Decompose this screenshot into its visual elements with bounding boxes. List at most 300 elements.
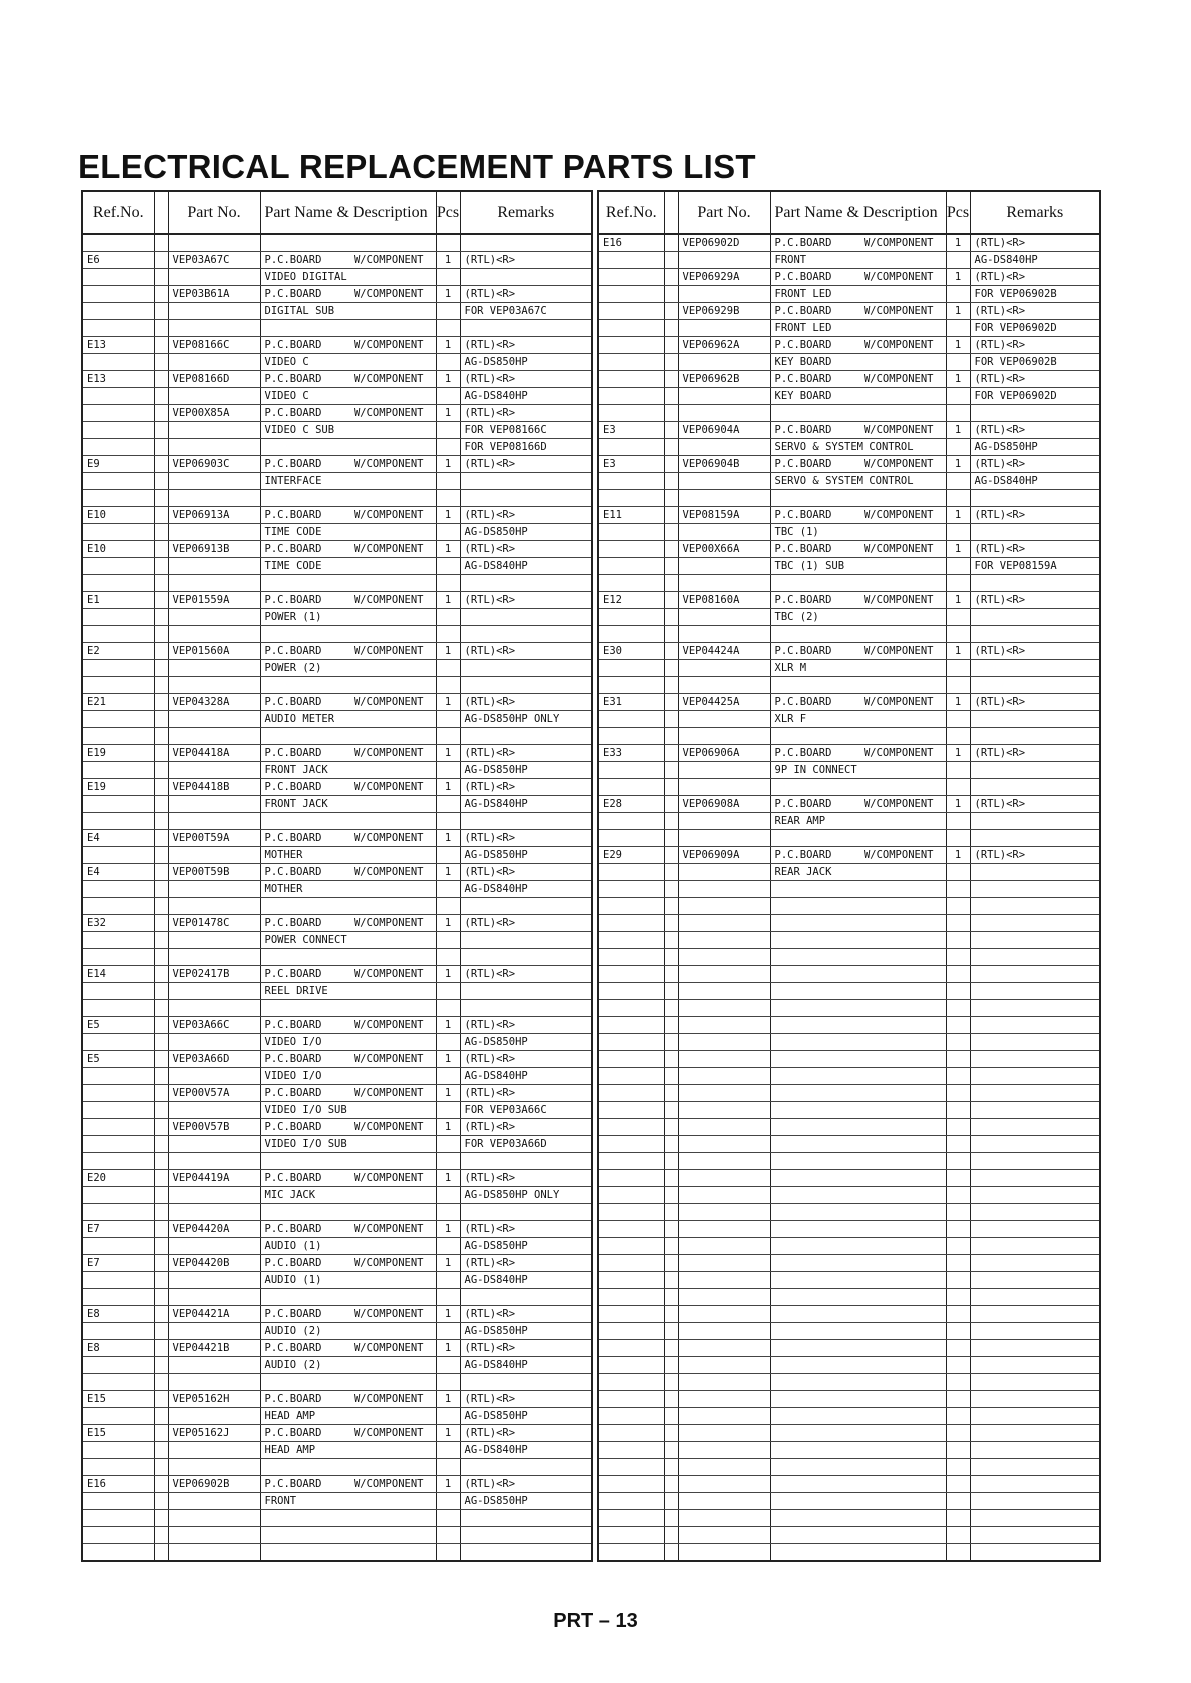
part-name-cell	[260, 711, 436, 728]
part-no-cell	[678, 1374, 770, 1391]
pcs-cell	[946, 779, 970, 796]
part-component-text	[424, 762, 432, 778]
part-no-cell	[678, 1221, 770, 1238]
remarks-cell	[460, 1204, 592, 1221]
table-row	[82, 1493, 592, 1510]
part-name-cell	[260, 966, 436, 983]
spacer-cell	[664, 915, 678, 932]
spacer-cell	[154, 405, 168, 422]
part-no-cell	[168, 898, 260, 915]
table-row	[82, 1527, 592, 1544]
part-name-cell	[770, 847, 946, 864]
part-name-cell	[770, 711, 946, 728]
part-name-cell	[260, 745, 436, 762]
pcs-cell: 1	[946, 234, 970, 252]
spacer-cell	[664, 1493, 678, 1510]
part-name-cell	[260, 813, 436, 830]
ref-no-cell	[598, 286, 664, 303]
part-name-text: P.C.BOARD	[264, 1478, 322, 1490]
pcs-cell	[946, 1017, 970, 1034]
remarks-cell	[970, 1204, 1100, 1221]
part-name-cell	[260, 1459, 436, 1476]
remarks-cell	[970, 1136, 1100, 1153]
part-component-text	[424, 1068, 432, 1084]
table-row	[82, 932, 592, 949]
part-component-text: W/COMPONENT	[353, 1393, 424, 1405]
part-no-cell	[168, 1272, 260, 1289]
spacer-cell	[664, 745, 678, 762]
ref-no-cell: E1	[82, 592, 154, 609]
pcs-cell	[946, 473, 970, 490]
table-row	[82, 575, 592, 592]
part-name-text: HEAD AMP	[264, 1410, 316, 1422]
remarks-cell	[460, 1544, 592, 1562]
spacer-cell	[664, 1255, 678, 1272]
part-component-text	[934, 354, 942, 370]
part-name-text: P.C.BOARD	[264, 645, 322, 657]
remarks-cell: AG-DS840HP	[460, 558, 592, 575]
pcs-cell	[946, 1459, 970, 1476]
part-name-cell	[770, 541, 946, 558]
table-row	[82, 1238, 592, 1255]
part-name-text: P.C.BOARD	[264, 696, 322, 708]
remarks-cell: (RTL)<R>	[460, 541, 592, 558]
table-row	[598, 1544, 1100, 1562]
spacer-cell	[154, 490, 168, 507]
remarks-cell: (RTL)<R>	[970, 422, 1100, 439]
ref-no-cell: E19	[82, 779, 154, 796]
ref-no-cell: E15	[82, 1425, 154, 1442]
part-name-cell	[770, 575, 946, 592]
pcs-cell	[436, 320, 460, 337]
remarks-cell	[970, 949, 1100, 966]
remarks-cell: AG-DS850HP	[460, 847, 592, 864]
ref-no-cell	[598, 541, 664, 558]
part-no-cell	[678, 1068, 770, 1085]
ref-no-cell	[82, 796, 154, 813]
part-component-text	[424, 1272, 432, 1288]
pcs-cell	[436, 609, 460, 626]
part-name-cell	[260, 949, 436, 966]
ref-no-cell	[82, 473, 154, 490]
spacer-cell	[154, 1272, 168, 1289]
spacer-cell	[664, 694, 678, 711]
ref-no-cell	[598, 609, 664, 626]
ref-no-cell: E13	[82, 371, 154, 388]
part-name-cell	[770, 1544, 946, 1562]
table-row	[598, 1442, 1100, 1459]
remarks-cell	[970, 898, 1100, 915]
ref-no-cell	[598, 1289, 664, 1306]
spacer-cell	[154, 1034, 168, 1051]
pcs-cell: 1	[946, 303, 970, 320]
part-component-text	[424, 660, 432, 676]
table-row	[82, 1408, 592, 1425]
part-name-cell	[770, 1459, 946, 1476]
part-name-cell	[260, 1357, 436, 1374]
ref-no-cell	[82, 1085, 154, 1102]
part-no-cell: VEP06903C	[168, 456, 260, 473]
pcs-cell	[946, 320, 970, 337]
ref-no-cell	[82, 388, 154, 405]
ref-no-cell	[598, 1238, 664, 1255]
pcs-cell	[436, 1323, 460, 1340]
part-component-text: W/COMPONENT	[353, 917, 424, 929]
part-name-text: P.C.BOARD	[774, 339, 832, 351]
spacer-cell	[154, 660, 168, 677]
spacer-cell	[154, 1340, 168, 1357]
pcs-cell	[436, 490, 460, 507]
ref-no-cell	[598, 1255, 664, 1272]
pcs-cell	[436, 558, 460, 575]
table-row	[598, 1119, 1100, 1136]
part-component-text: W/COMPONENT	[353, 866, 424, 878]
remarks-cell	[970, 1000, 1100, 1017]
ref-no-cell	[598, 1391, 664, 1408]
part-no-cell	[678, 1544, 770, 1562]
spacer-cell	[154, 1085, 168, 1102]
spacer-cell	[664, 592, 678, 609]
part-name-text: P.C.BOARD	[264, 1393, 322, 1405]
part-component-text	[934, 762, 942, 778]
part-name-cell	[260, 1442, 436, 1459]
table-row	[82, 524, 592, 541]
part-component-text: W/COMPONENT	[353, 1257, 424, 1269]
part-name-text: SERVO & SYSTEM CONTROL	[774, 441, 914, 453]
part-component-text: W/COMPONENT	[353, 594, 424, 606]
remarks-cell	[970, 1102, 1100, 1119]
remarks-cell: FOR VEP03A67C	[460, 303, 592, 320]
pcs-cell: 1	[436, 694, 460, 711]
ref-no-cell	[82, 626, 154, 643]
pcs-cell	[436, 422, 460, 439]
part-component-text	[934, 320, 942, 336]
remarks-cell: (RTL)<R>	[970, 847, 1100, 864]
ref-no-cell	[598, 252, 664, 269]
ref-no-cell	[598, 1510, 664, 1527]
remarks-cell	[970, 864, 1100, 881]
part-component-text: W/COMPONENT	[863, 509, 934, 521]
part-no-cell	[168, 949, 260, 966]
spacer-cell	[664, 983, 678, 1000]
part-name-cell	[770, 1119, 946, 1136]
table-row	[82, 1306, 592, 1323]
pcs-cell	[436, 575, 460, 592]
ref-no-cell: E19	[82, 745, 154, 762]
spacer-cell	[664, 269, 678, 286]
part-name-cell	[770, 1493, 946, 1510]
ref-no-cell	[82, 558, 154, 575]
pcs-cell: 1	[946, 847, 970, 864]
ref-no-cell	[598, 1544, 664, 1562]
spacer-cell	[154, 609, 168, 626]
pcs-cell	[946, 490, 970, 507]
pcs-cell: 1	[946, 592, 970, 609]
part-name-text: P.C.BOARD	[264, 1087, 322, 1099]
ref-no-cell	[598, 473, 664, 490]
part-name-cell	[770, 234, 946, 252]
part-no-cell: VEP08160A	[678, 592, 770, 609]
part-no-cell	[678, 320, 770, 337]
table-row	[82, 1017, 592, 1034]
part-no-cell: VEP06929A	[678, 269, 770, 286]
table-row	[598, 966, 1100, 983]
spacer-cell	[154, 830, 168, 847]
remarks-cell	[970, 575, 1100, 592]
part-no-cell: VEP04421B	[168, 1340, 260, 1357]
table-row	[82, 1255, 592, 1272]
table-row	[82, 1102, 592, 1119]
table-row	[82, 252, 592, 269]
table-row	[598, 1357, 1100, 1374]
spacer-cell	[664, 1017, 678, 1034]
part-component-text	[424, 881, 432, 897]
part-no-cell	[678, 813, 770, 830]
part-no-cell	[168, 1136, 260, 1153]
table-row	[598, 1153, 1100, 1170]
spacer-cell	[154, 1493, 168, 1510]
remarks-cell	[970, 1527, 1100, 1544]
ref-no-cell	[82, 1323, 154, 1340]
part-no-cell	[168, 269, 260, 286]
pcs-cell	[436, 881, 460, 898]
spacer-cell	[664, 609, 678, 626]
spacer-cell	[664, 1187, 678, 1204]
part-name-text: P.C.BOARD	[774, 237, 832, 249]
pcs-cell: 1	[436, 745, 460, 762]
spacer-cell	[664, 1357, 678, 1374]
ref-no-cell: E3	[598, 422, 664, 439]
part-name-cell	[770, 915, 946, 932]
table-row	[82, 1204, 592, 1221]
part-component-text: W/COMPONENT	[353, 288, 424, 300]
part-name-text: XLR M	[774, 662, 807, 674]
table-row	[598, 1102, 1100, 1119]
part-name-text: MOTHER	[264, 849, 303, 861]
part-no-cell: VEP06904A	[678, 422, 770, 439]
ref-no-cell	[82, 1000, 154, 1017]
spacer-cell	[664, 490, 678, 507]
spacer-cell	[664, 1238, 678, 1255]
part-component-text	[934, 813, 942, 829]
pcs-cell	[946, 1187, 970, 1204]
part-no-cell: VEP00V57B	[168, 1119, 260, 1136]
ref-no-cell	[82, 1493, 154, 1510]
pcs-cell	[436, 1374, 460, 1391]
part-name-cell	[260, 1272, 436, 1289]
part-no-cell	[678, 711, 770, 728]
pcs-cell	[436, 1000, 460, 1017]
part-name-text: SERVO & SYSTEM CONTROL	[774, 475, 914, 487]
part-no-cell: VEP01560A	[168, 643, 260, 660]
part-component-text	[424, 609, 432, 625]
pcs-cell	[946, 558, 970, 575]
part-name-text: P.C.BOARD	[264, 1172, 322, 1184]
part-name-cell	[770, 354, 946, 371]
spacer-cell	[664, 371, 678, 388]
table-row	[598, 269, 1100, 286]
table-row	[82, 745, 592, 762]
ref-no-cell	[82, 1357, 154, 1374]
remarks-cell: (RTL)<R>	[970, 592, 1100, 609]
spacer-cell	[154, 286, 168, 303]
pcs-cell	[946, 1000, 970, 1017]
table-row	[598, 1493, 1100, 1510]
ref-no-cell	[598, 1272, 664, 1289]
part-no-cell	[168, 1034, 260, 1051]
part-component-text: W/COMPONENT	[353, 1427, 424, 1439]
part-name-text: P.C.BOARD	[264, 509, 322, 521]
part-name-cell	[770, 592, 946, 609]
spacer-cell	[154, 1544, 168, 1562]
ref-no-cell	[598, 728, 664, 745]
remarks-cell: AG-DS840HP	[970, 252, 1100, 269]
ref-no-cell	[82, 983, 154, 1000]
remarks-cell: (RTL)<R>	[460, 337, 592, 354]
spacer-cell	[664, 1085, 678, 1102]
part-no-cell	[168, 490, 260, 507]
part-no-cell	[168, 813, 260, 830]
table-row	[598, 1425, 1100, 1442]
part-name-text: P.C.BOARD	[264, 1308, 322, 1320]
ref-no-cell	[82, 1289, 154, 1306]
part-name-cell	[260, 1340, 436, 1357]
pcs-cell	[946, 1544, 970, 1562]
part-component-text	[424, 1323, 432, 1339]
part-name-text: FRONT LED	[774, 288, 832, 300]
pcs-cell	[946, 762, 970, 779]
ref-no-cell	[82, 1408, 154, 1425]
part-no-cell	[678, 915, 770, 932]
spacer-cell	[664, 388, 678, 405]
spacer-cell	[664, 1340, 678, 1357]
spacer-cell	[154, 439, 168, 456]
part-no-cell	[168, 1408, 260, 1425]
part-component-text: W/COMPONENT	[353, 1121, 424, 1133]
remarks-cell: (RTL)<R>	[460, 371, 592, 388]
pcs-cell: 1	[946, 694, 970, 711]
table-row	[598, 779, 1100, 796]
part-component-text	[424, 1102, 432, 1118]
pcs-cell	[946, 1442, 970, 1459]
ref-no-cell: E14	[82, 966, 154, 983]
spacer-cell	[154, 252, 168, 269]
pcs-cell: 1	[436, 405, 460, 422]
ref-no-cell	[598, 405, 664, 422]
part-name-cell	[260, 1085, 436, 1102]
remarks-cell: AG-DS850HP	[460, 762, 592, 779]
spacer-cell	[154, 1051, 168, 1068]
remarks-cell: (RTL)<R>	[460, 592, 592, 609]
part-name-cell	[770, 643, 946, 660]
part-component-text	[424, 983, 432, 999]
table-row	[598, 728, 1100, 745]
table-row	[82, 1425, 592, 1442]
spacer-cell	[154, 677, 168, 694]
remarks-cell	[970, 932, 1100, 949]
part-name-cell	[770, 779, 946, 796]
spacer-cell	[664, 234, 678, 252]
pcs-cell: 1	[436, 1051, 460, 1068]
spacer-cell	[664, 1051, 678, 1068]
part-no-cell	[678, 932, 770, 949]
part-name-text: P.C.BOARD	[774, 543, 832, 555]
part-no-cell	[678, 1527, 770, 1544]
part-no-cell: VEP04418A	[168, 745, 260, 762]
table-row	[598, 1034, 1100, 1051]
part-name-cell	[770, 1425, 946, 1442]
part-no-cell: VEP06908A	[678, 796, 770, 813]
spacer-cell	[664, 1323, 678, 1340]
table-row	[598, 1085, 1100, 1102]
ref-no-cell	[598, 1204, 664, 1221]
table-row	[82, 405, 592, 422]
ref-no-cell	[598, 830, 664, 847]
part-name-text: VIDEO I/O	[264, 1036, 322, 1048]
spacer-cell	[154, 388, 168, 405]
ref-no-cell	[82, 354, 154, 371]
table-row	[82, 592, 592, 609]
pcs-cell	[436, 1187, 460, 1204]
part-name-text: P.C.BOARD	[774, 594, 832, 606]
pcs-cell: 1	[436, 966, 460, 983]
table-row	[82, 1119, 592, 1136]
table-row	[598, 898, 1100, 915]
remarks-cell: (RTL)<R>	[970, 745, 1100, 762]
part-no-cell	[168, 1000, 260, 1017]
spacer-cell	[664, 660, 678, 677]
table-row	[82, 1357, 592, 1374]
part-name-cell	[260, 864, 436, 881]
table-row	[82, 1544, 592, 1562]
table-row	[82, 762, 592, 779]
part-name-cell	[770, 1102, 946, 1119]
table-row	[82, 898, 592, 915]
pcs-cell	[436, 388, 460, 405]
spacer-cell	[154, 524, 168, 541]
header-pcs: Pcs	[946, 191, 970, 234]
part-name-cell	[770, 1442, 946, 1459]
part-name-cell	[260, 1408, 436, 1425]
part-no-cell: VEP01559A	[168, 592, 260, 609]
remarks-cell	[460, 1153, 592, 1170]
part-name-cell	[260, 1034, 436, 1051]
table-row	[598, 932, 1100, 949]
ref-no-cell	[598, 1340, 664, 1357]
pcs-cell	[436, 1459, 460, 1476]
pcs-cell	[946, 1493, 970, 1510]
spacer-cell	[664, 643, 678, 660]
part-name-text: VIDEO DIGITAL	[264, 271, 347, 283]
remarks-cell	[970, 1374, 1100, 1391]
table-row	[598, 660, 1100, 677]
part-no-cell	[678, 1034, 770, 1051]
part-no-cell	[678, 388, 770, 405]
part-component-text: W/COMPONENT	[863, 237, 934, 249]
pcs-cell	[436, 847, 460, 864]
part-no-cell: VEP04419A	[168, 1170, 260, 1187]
pcs-cell: 1	[436, 1119, 460, 1136]
pcs-cell	[946, 1051, 970, 1068]
ref-no-cell	[82, 1187, 154, 1204]
part-name-cell	[260, 1238, 436, 1255]
spacer-cell	[154, 728, 168, 745]
part-name-cell	[770, 796, 946, 813]
remarks-cell: AG-DS840HP	[970, 473, 1100, 490]
part-component-text	[934, 864, 942, 880]
spacer-cell	[664, 813, 678, 830]
table-row	[598, 1051, 1100, 1068]
